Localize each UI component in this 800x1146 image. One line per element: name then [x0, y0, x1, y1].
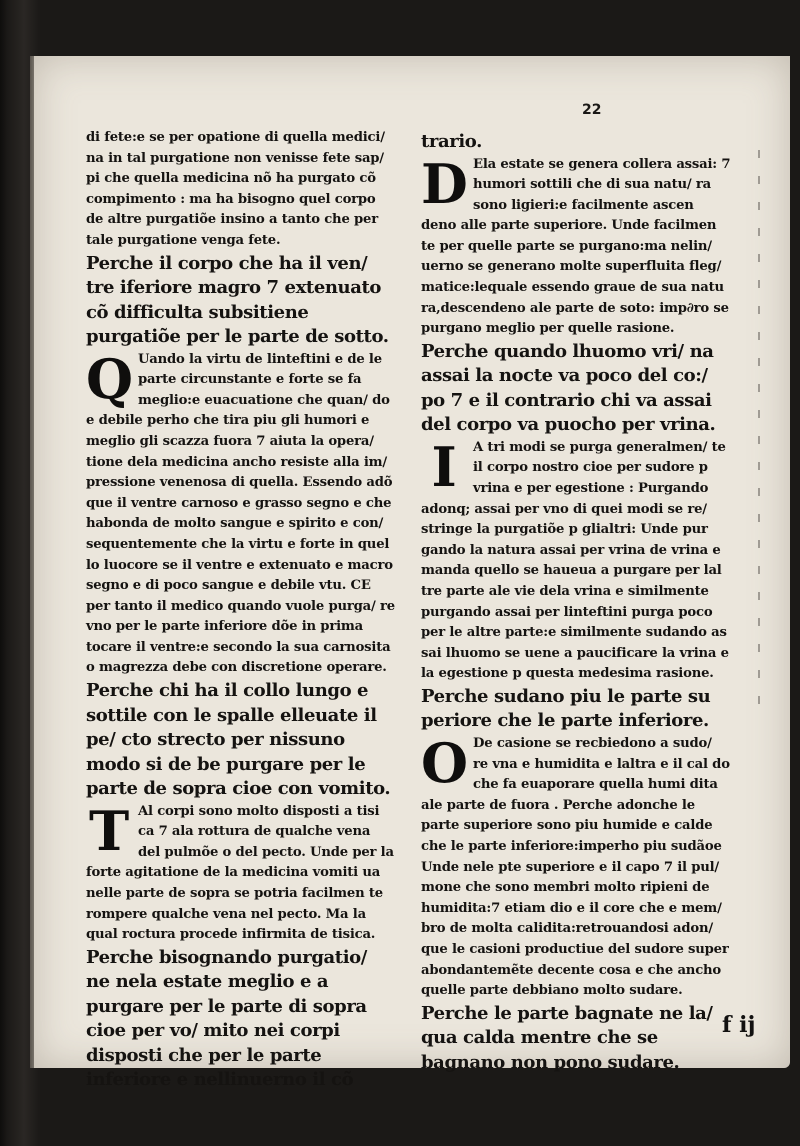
left-paragraph-1: di fete:e se per opatione di quella medici/ na in tal purgatione non venisse fete sap/ pi che quella medicina nõ ha purgato cõ compimento : ma ha bisogno quel corpo de altre purgatiõe insino a tanto che per tale purgatione venga fete. [86, 130, 385, 248]
right-paragraph-2-text: Ela estate se genera collera assai: 7 humori sottili che di sua natu/ ra sono ligieri:e facilmente ascen deno alle parte superiore. Unde facilmen te per quelle parte se purgano:ma nelin/ uerno se generano molte superfluita fleg/ matice:lequale essendo graue de sua natu ra,descendeno ale parte de soto: imp∂ro se purgano meglio per quelle rasione. [421, 156, 731, 337]
right-paragraph-3 [421, 434, 731, 685]
right-paragraph-4-text: De casione se recbiedono a sudo/ re vna e humidita e laltra e il cal do che fa euaporare quella humi dita ale parte de fuora . Perche adonche le parte superiore sono piu humide e calde che le parte inferiore:imperho piu sudãoe Unde nele pte superiore e il capo 7 il pul/ mone che sono membri molto ripieni de humidita:7 etiam dio e il core che e mem/ bro de molta caliditа:retrouandosi adon/ que le casioni productiue del sudore super abondantemẽte decente cosa e che ancho quelle parte debbiano molto sudare. [421, 735, 730, 999]
catchword: f ij [722, 1012, 756, 1038]
left-paragraph-2 [86, 346, 396, 680]
left-paragraph-2-text: Uando la virtu de linteftini e de le parte circunstante e forte se fa meglio:e euacuatione che quan/ do e debile perho che tira piu gli humori e meglio gli scazza fuora 7 aiuta la opera/ tione dela medicina ancho resiste alla im/ pressione venenosa di quella. Essendo adõ que il ventre carnoso e grasso segno e che habonda de molto sangue e spirito e con/ sequentemente che la virtu e forte in quel lo luocore se il ventre e extenuato e macro segno e di poco sangue e debile vtu. CE per tanto il medico quando vuole purga/ re vno per le parte inferiore dõe in prima tocare il ventre:e secondo la sua carnosita o magrezza debe con discretione operare. [86, 351, 395, 676]
right-paragraph-1: trario. [421, 131, 482, 152]
drop-initial: Q [86, 346, 133, 411]
left-question-3: Perche bisognando purgatio/ ne nela estate meglio e a purgare per le parte di sopra cioe per vo/ mito nei corpi disposti che per le parte inferiore e nellinuerno il cõ [86, 946, 367, 1091]
left-paragraph-3 [86, 798, 396, 946]
right-question-1: Perche quando lhuomo vri/ na assai la nocte va poco del co:/ po 7 e il contrario chi va assai del corpo va puocho per vrina. [421, 340, 716, 436]
right-question-2: Perche sudano piu le parte su periore che le parte inferiore. [421, 685, 711, 732]
drop-initial: I [431, 434, 457, 499]
right-paragraph-3-text: A tri modi se purga generalmen/ te il corpo nostro cioe per sudore p vrina e per egestione : Purgando adonq; assai per vno di quei modi se re/ stringe la purgatiõe p glialtri: Unde pur gando la natura assai per vrina de vrina e manda quello se haueua a purgare per lal tre parte ale vie dela vrina e similmente purgando assai per linteftini purga poco per le altre parte:e similmente sudando as sai lhuomo se uene a paucificare la vrina e la egestione p questa medesima rasione. [421, 439, 729, 682]
drop-initial: D [421, 151, 468, 216]
left-question-1: Perche il corpo che ha il ven/ tre iferiore magro 7 extenuato cõ difficulta subsitiene purgatiõe per le parte de sotto. [86, 252, 389, 348]
right-paragraph-2 [421, 151, 731, 340]
drop-initial: T [89, 798, 129, 863]
drop-initial: O [421, 730, 468, 795]
left-paragraph-3-text: Al corpi sono molto disposti a tisi ca 7 ala rottura de qualche vena del pulmõe o del pecto. Unde per la forte agitatione de la medicina vomiti ua nelle parte de sopra se potria facilmen te rompere qualche vena nel pecto. Ma la qual roctura procede infirmita de tisica. [86, 803, 394, 943]
page-number: 22 [582, 102, 602, 118]
left-column [86, 128, 396, 1093]
page-margin-show-through [758, 150, 760, 710]
right-column [421, 130, 731, 1075]
right-question-3: Perche le parte bagnate ne la/ qua calda mentre che se bagnano non pono sudare. [421, 1002, 713, 1073]
right-paragraph-4 [421, 730, 731, 1002]
left-question-2: Perche chi ha il collo lungo e sottile con le spalle elleuate il pe/ cto strecto per nissuno modo si de be purgare per le parte de sopra cioe con vomito. [86, 680, 391, 800]
